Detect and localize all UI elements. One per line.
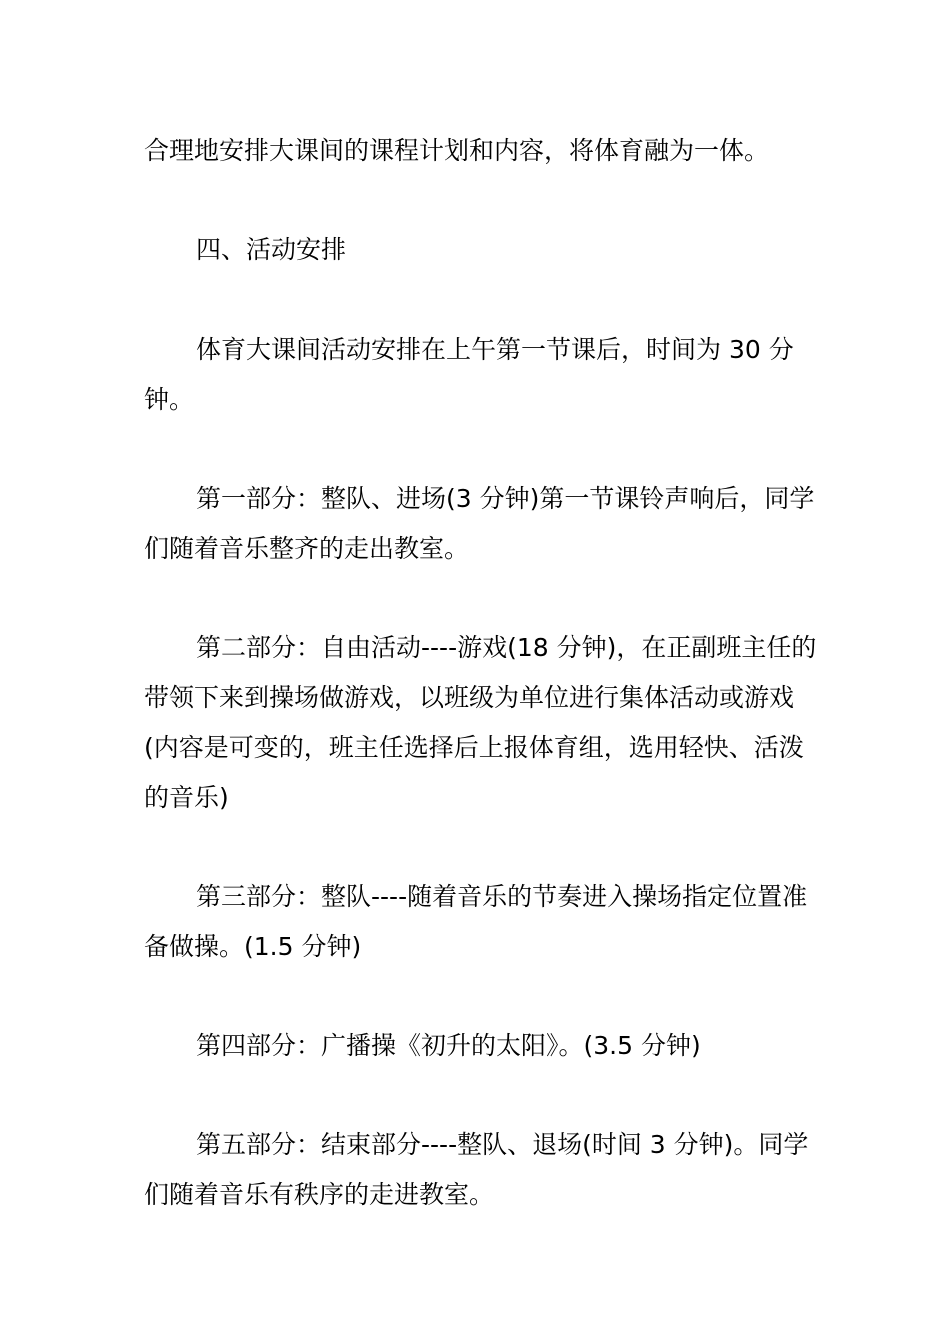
paragraph-part-one: 第一部分：整队、进场(3 分钟)第一节课铃声响后，同学们随着音乐整齐的走出教室。 — [144, 484, 815, 563]
paragraph-schedule: 体育大课间活动安排在上午第一节课后，时间为 30 分钟。 — [144, 335, 794, 414]
paragraph-part-five: 第五部分：结束部分----整队、退场(时间 3 分钟)。同学们随着音乐有秩序的走进教室。 — [144, 1130, 809, 1209]
paragraph-part-three: 第三部分：整队----随着音乐的节奏进入操场指定位置准备做操。(1.5 分钟) — [144, 882, 808, 961]
paragraph-part-two: 第二部分：自由活动----游戏(18 分钟)，在正副班主任的带领下来到操场做游戏，以班级为单位进行集体活动或游戏(内容是可变的，班主任选择后上报体育组，选用轻快、活泼的音乐) — [144, 633, 817, 812]
paragraph-part-four: 第四部分：广播操《初升的太阳》。(3.5 分钟) — [196, 1031, 701, 1060]
paragraph-intro-continuation: 合理地安排大课间的课程计划和内容，将体育融为一体。 — [144, 136, 770, 165]
section-heading-activity-arrangement: 四、活动安排 — [196, 235, 347, 264]
